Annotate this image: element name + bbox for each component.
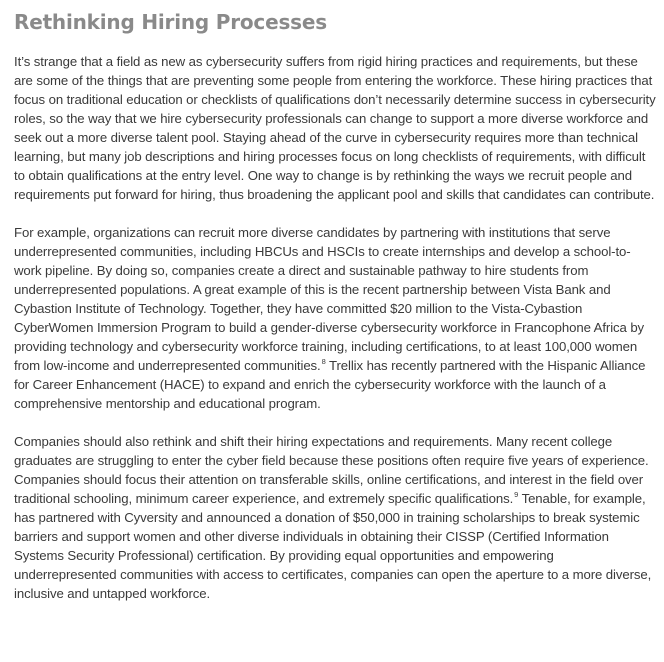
paragraph-intro: It’s strange that a field as new as cybersecurity suffers from rigid hiring practices and requirements, but these are some of the things that are preventing some people from entering the workforce. These hiring practices that focus on traditional education or checklists of qualifications don’t necessarily determine success in cybersecurity roles, so the way that we hire cybersecurity professionals can change to support a more diverse workforce and seek out a more diverse talent pool. Staying ahead of the curve in cybersecurity requires more than technical learning, but many job descriptions and hiring processes focus on long checklists of requirements, with difficult to obtain qualifications at the entry level. One way to change is by rethinking the ways we recruit people and requirements put forward for hiring, thus broadening the applicant pool and skills that candidates can contribute. — [14, 54, 656, 202]
paragraph-text: For example, organizations can recruit more diverse candidates by partnering with institutions that serve underrepresented communities, including HBCUs and HSCIs to create internships and develop a school-to-work pipeline. By doing so, companies create a direct and sustainable pathway to hire students from underrepresented populations. A great example of this is the recent partnership between Vista Bank and Cybastion Institute of Technology. Together, they have committed $20 million to the Vista-Cybastion CyberWomen Immersion Program to build a gender-diverse cybersecurity workforce in Francophone Africa by providing technology and cybersecurity workforce training, including certifications, to at least 100,000 women from low-income and underrepresented communities. — [14, 225, 645, 373]
paragraph-hiring-expectations — [14, 432, 656, 603]
paragraph-text: Companies should also rethink and shift their hiring expectations and requirements. Many recent college graduates are struggling to enter the cyber field because these positions often require five years of experience. Companies should focus their attention on transferable skills, online certifications, and interest in the field over traditional schooling, minimum career experience, and extremely specific qualifications. — [14, 434, 649, 506]
paragraph-text: Trellix has recently partnered with the Hispanic Alliance for Career Enhancement (HACE) to expand and enrich the cybersecurity workforce with the launch of a comprehensive mentorship and educational program. — [14, 358, 646, 411]
footnote-marker: 8 — [321, 357, 326, 366]
paragraph-recruiting-example — [14, 223, 656, 413]
section-title: Rethinking Hiring Processes — [14, 10, 327, 34]
paragraph-text: Tenable, for example, has partnered with Cyversity and announced a donation of $50,000 in training scholarships to break systemic barriers and support women and other diverse individuals in obtaining their CISSP (Certified Information Systems Security Professional) certification. By providing equal opportunities and empowering underrepresented communities with access to certificates, companies can open the aperture to a more diverse, inclusive and untapped workforce. — [14, 491, 652, 601]
footnote-marker: 9 — [514, 490, 519, 499]
article — [14, 6, 656, 622]
